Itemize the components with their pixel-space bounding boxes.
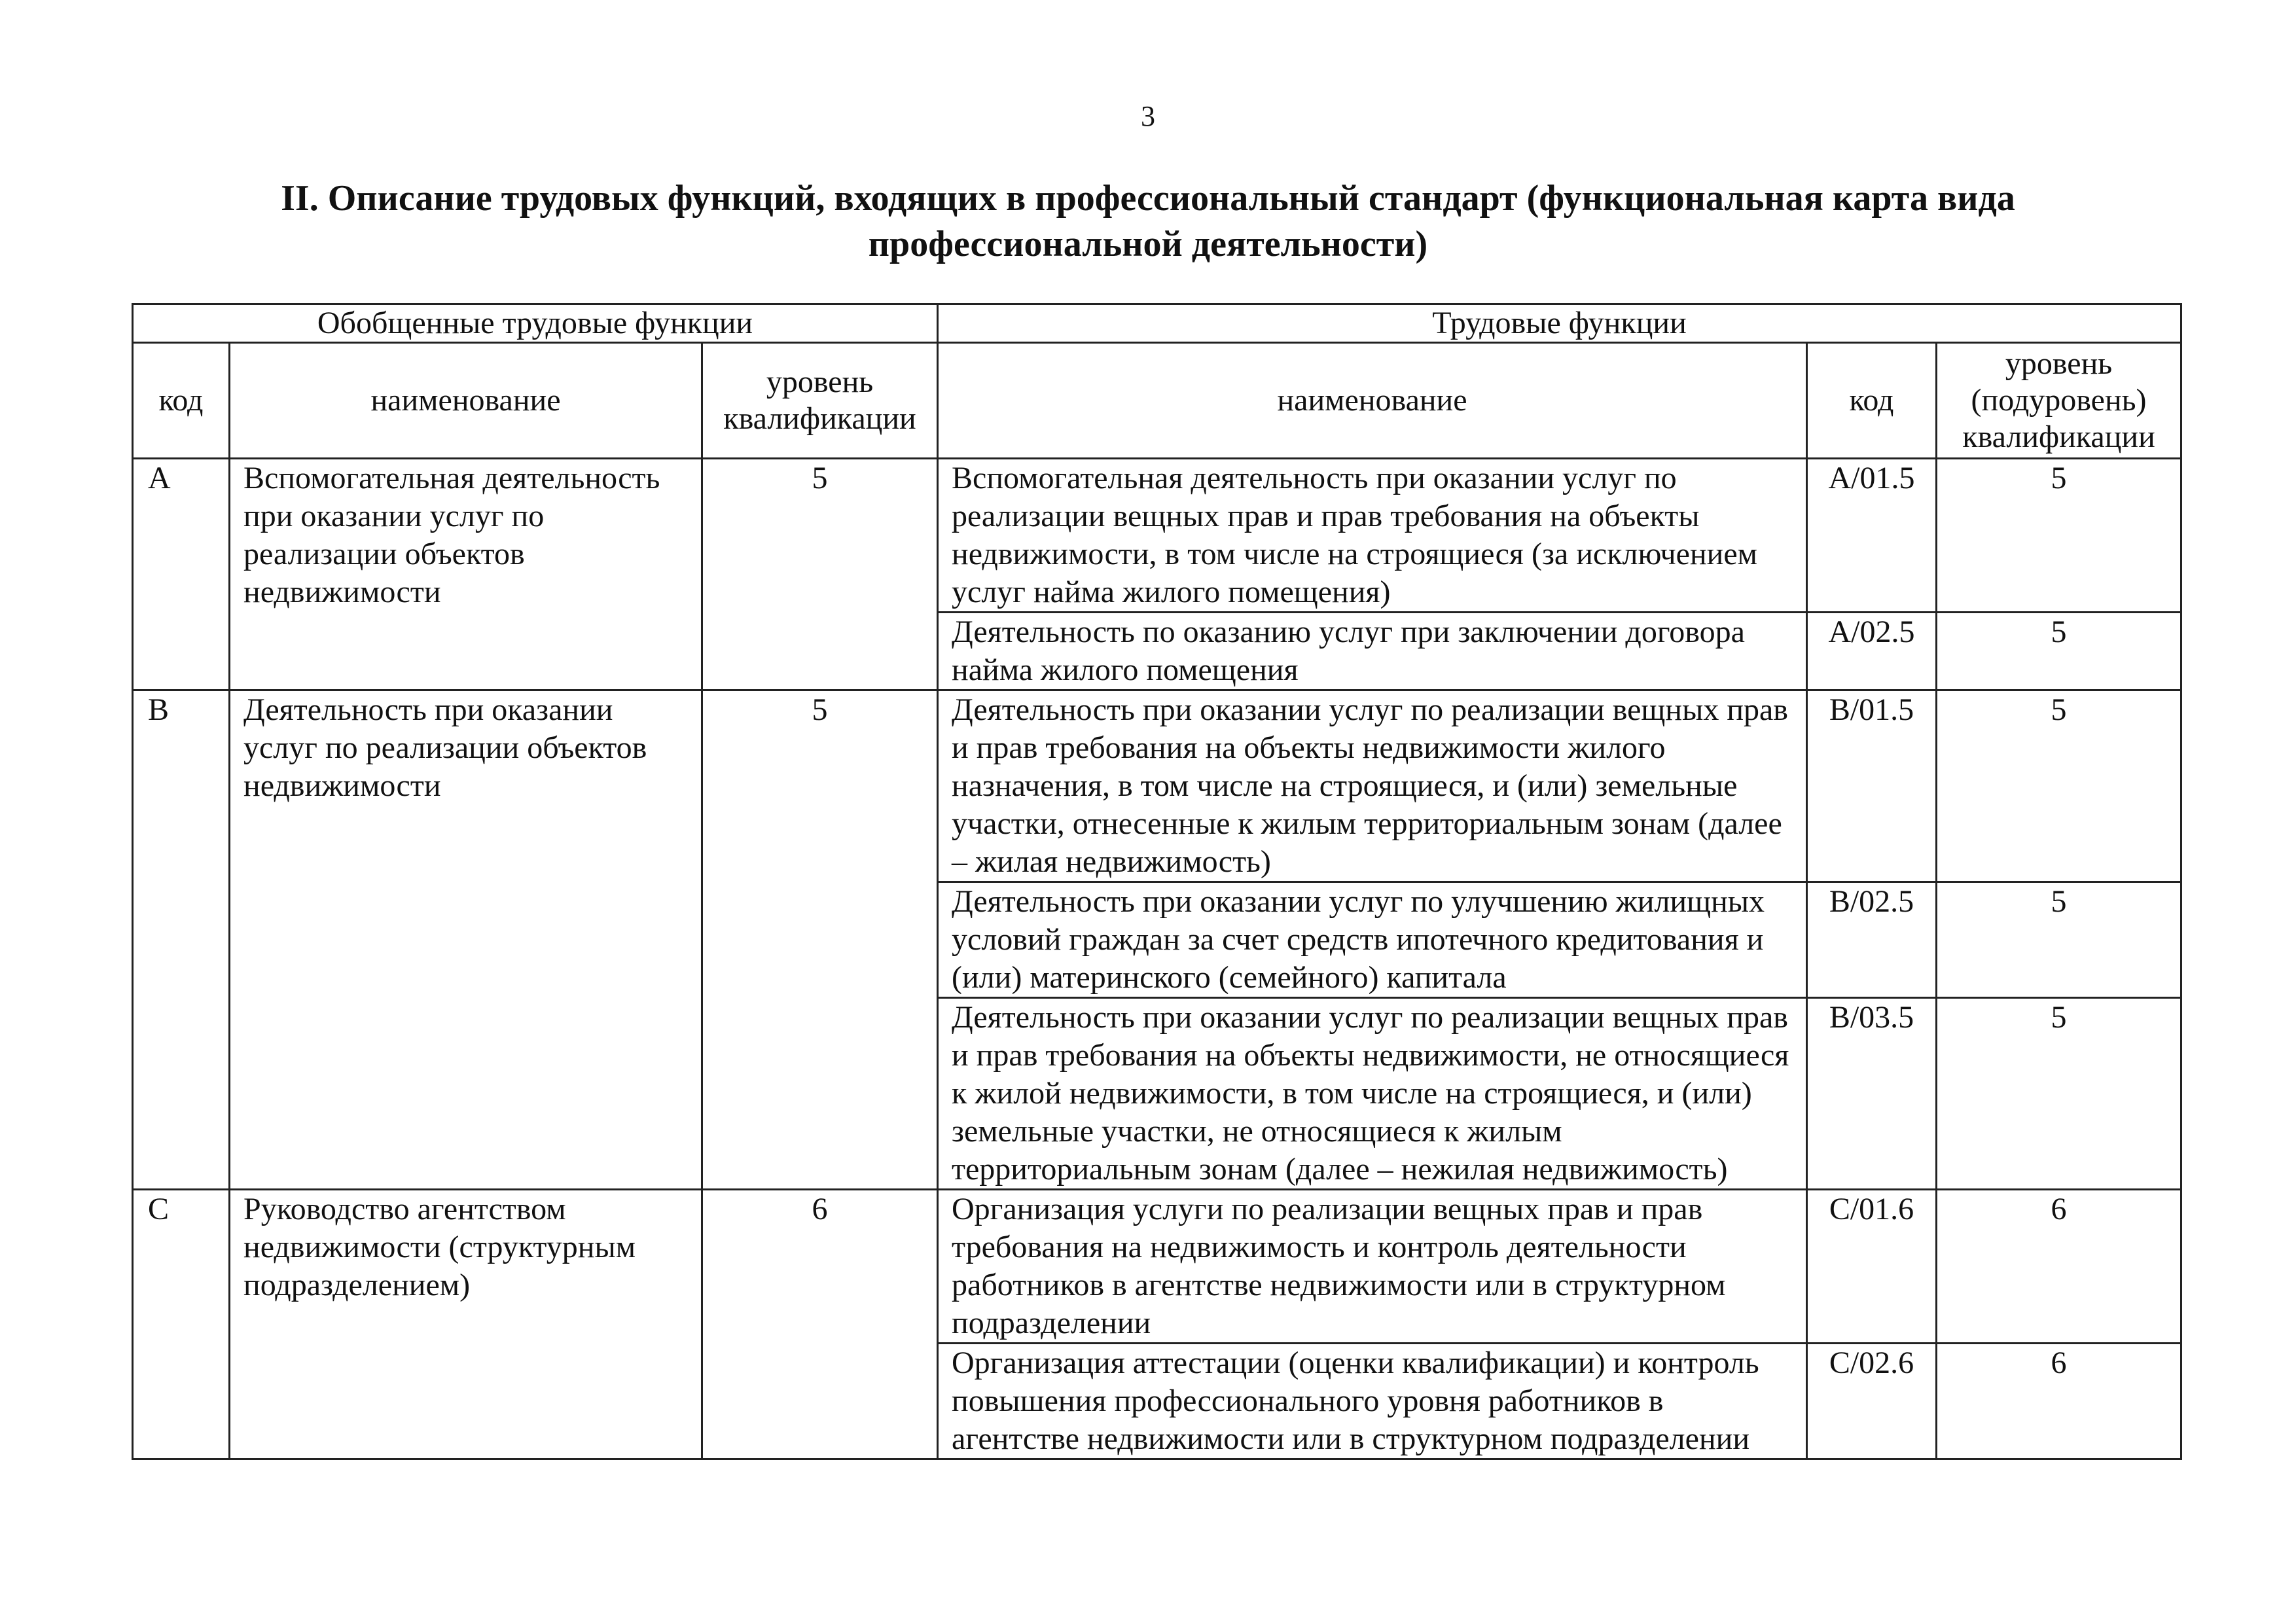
group-header-row: [133, 304, 2181, 343]
function-name: Организация услуги по реализации вещных прав и прав требования на недвижимость и контроль деятельности работников в агентстве недвижимости или в структурном подразделении: [938, 1190, 1807, 1344]
table-row: [133, 1190, 2181, 1344]
generalized-functions-header: Обобщенные трудовые функции: [133, 304, 938, 343]
function-name: Организация аттестации (оценки квалификации) и контроль повышения профессионального уровня работников в агентстве недвижимости или в структурном подразделении: [938, 1344, 1807, 1459]
group-code: B: [133, 690, 230, 1190]
labor-functions-header: Трудовые функции: [938, 304, 2181, 343]
group-level: 5: [702, 690, 938, 1190]
group-level: 5: [702, 459, 938, 690]
group-name: Вспомогательная деятельность при оказании услуг по реализации объектов недвижимости: [230, 459, 702, 690]
column-header-gen-level: уровень квалификации: [702, 343, 938, 459]
column-header-func-level: уровень (подуровень) квалификации: [1937, 343, 2181, 459]
functional-map-table: [132, 303, 2182, 1460]
function-level: 5: [1937, 459, 2181, 613]
column-header-gen-name: наименование: [230, 343, 702, 459]
function-level: 6: [1937, 1344, 2181, 1459]
function-code: C/01.6: [1807, 1190, 1937, 1344]
table-row: [133, 459, 2181, 613]
function-code: C/02.6: [1807, 1344, 1937, 1459]
group-code: A: [133, 459, 230, 690]
function-level: 6: [1937, 1190, 2181, 1344]
function-level: 5: [1937, 690, 2181, 882]
function-name: Деятельность при оказании услуг по реализации вещных прав и прав требования на объекты недвижимости жилого назначения, в том числе на строящиеся, и (или) земельные участки, отнесенные к жилым территориальным зонам (далее – жилая недвижимость): [938, 690, 1807, 882]
function-name: Деятельность при оказании услуг по реализации вещных прав и прав требования на объекты недвижимости, не относящиеся к жилой недвижимости, в том числе на строящиеся, и (или) земельные участки, не относящиеся к жилым территориальным зонам (далее – нежилая недвижимость): [938, 998, 1807, 1190]
section-title: II. Описание трудовых функций, входящих в профессиональный стандарт (функциональная карта вида профессиональной деятельности): [281, 178, 2015, 264]
function-code: B/01.5: [1807, 690, 1937, 882]
function-code: A/01.5: [1807, 459, 1937, 613]
column-header-func-code: код: [1807, 343, 1937, 459]
group-name: Деятельность при оказании услуг по реализации объектов недвижимости: [230, 690, 702, 1190]
column-header-func-name: наименование: [938, 343, 1807, 459]
group-code: C: [133, 1190, 230, 1459]
function-level: 5: [1937, 998, 2181, 1190]
function-code: B/02.5: [1807, 882, 1937, 998]
page-number: 3: [1141, 100, 1155, 132]
function-name: Вспомогательная деятельность при оказании услуг по реализации вещных прав и прав требования на объекты недвижимости, в том числе на строящиеся (за исключением услуг найма жилого помещения): [938, 459, 1807, 613]
group-name: Руководство агентством недвижимости (структурным подразделением): [230, 1190, 702, 1459]
function-code: B/03.5: [1807, 998, 1937, 1190]
column-header-row: [133, 343, 2181, 459]
function-level: 5: [1937, 882, 2181, 998]
function-name: Деятельность по оказанию услуг при заключении договора найма жилого помещения: [938, 613, 1807, 690]
table-row: [133, 690, 2181, 882]
function-name: Деятельность при оказании услуг по улучшению жилищных условий граждан за счет средств ипотечного кредитования и (или) материнского (семейного) капитала: [938, 882, 1807, 998]
column-header-gen-code: код: [133, 343, 230, 459]
group-level: 6: [702, 1190, 938, 1459]
function-level: 5: [1937, 613, 2181, 690]
function-code: A/02.5: [1807, 613, 1937, 690]
